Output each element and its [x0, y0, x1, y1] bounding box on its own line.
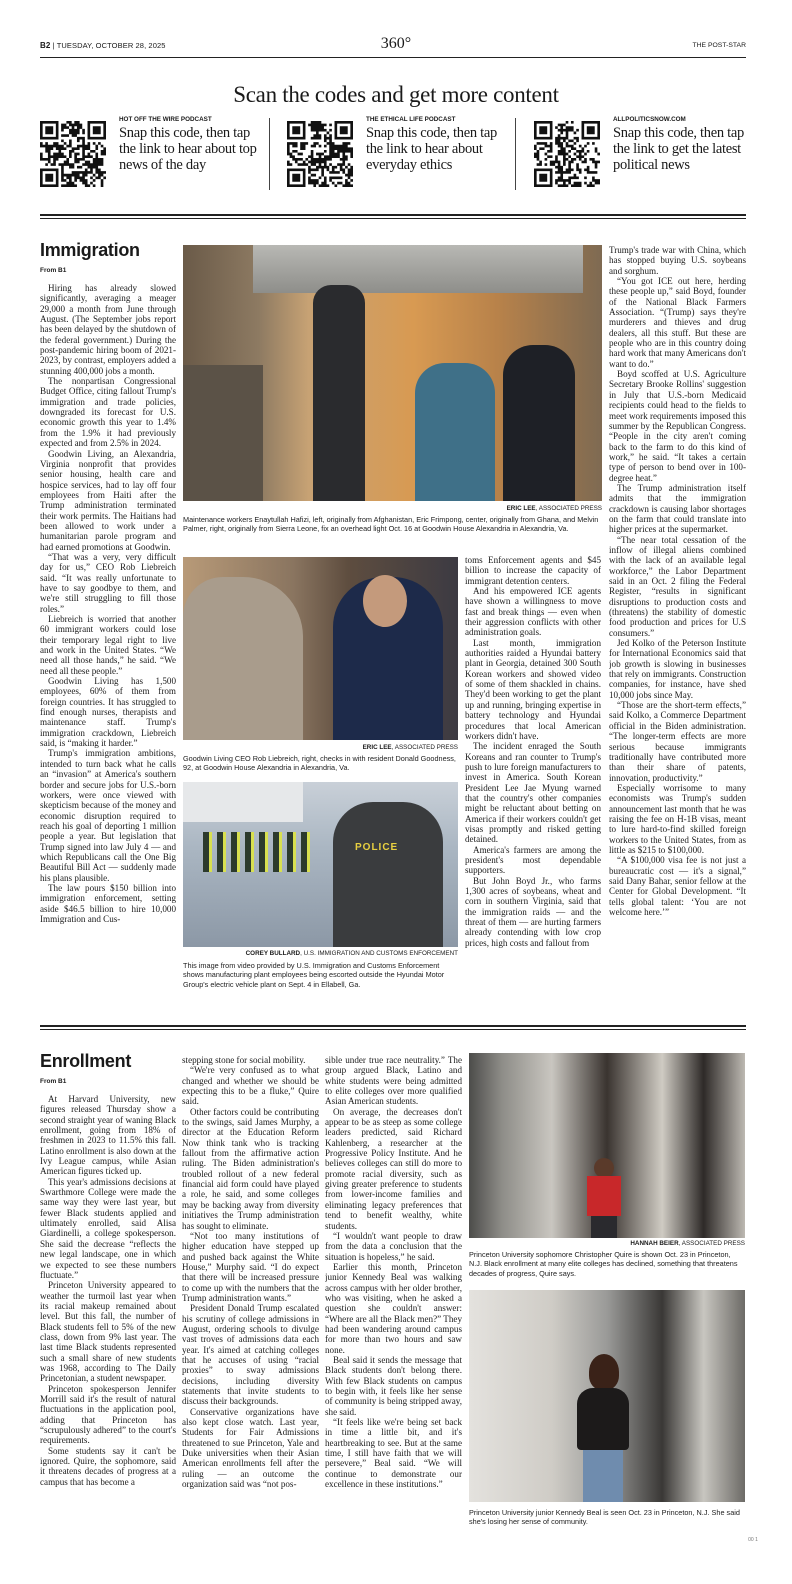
article-column: [465, 555, 601, 1005]
promo-kicker: ALLPOLITICSNOW.COM: [613, 116, 686, 123]
article-paragraph: But John Boyd Jr., who farms 1,300 acres of soybeans, wheat and corn in southern Virginia, said that the immigration raids — and the threat of them — are hurting farmers already contending with low crop prices, high costs and fallout from: [465, 875, 601, 948]
qr-pattern: [287, 121, 353, 187]
article-paragraph: “I wouldn't want people to draw from the data a conclusion that the situation is hopeless,” he said.: [325, 1230, 462, 1262]
photo-caption: Maintenance workers Enaytullah Hafizi, left, originally from Afghanistan, Eric Frimpong, center, originally from Ghana, and Melvin Palmer, right, originally from Sierra Leone, fix an overhead light Oct. 16 at Goodwin House Alexandria in Alexandria, Va.: [183, 515, 599, 534]
promo-title: Scan the codes and get more content: [233, 82, 559, 107]
article-paragraph: Princeton University appeared to weather the turmoil last year when its racial makeup remained about level. But this fall, the number of Black students fell to 5% of the new class, down from 9% last year. The last time Black students represented such a small share of new students was 1968, according to The Daily Princetonian, a student newspaper.: [40, 1280, 176, 1384]
article-paragraph: Boyd scoffed at U.S. Agriculture Secretary Brooke Rollins' suggestion in July that U.S.-born Medicaid recipients could head to the fields to meet work requirements imposed this summer by the Republican Congress. “People in the city aren't coming back to the farm to do this kind of work,” he said. “It takes a certain type of person to bend over in 100-degree heat.”: [609, 369, 746, 483]
photo-ceo-resident: [183, 557, 458, 740]
article-paragraph: “Those are the short-term effects,” said Kolko, a Commerce Department official in the Biden administration. “The longer-term effects are more serious because immigrants traditionally have contributed more than their share of patents, innovation, productivity.”: [609, 700, 746, 783]
student-head: [589, 1354, 619, 1390]
article-column: [182, 1055, 319, 1525]
article-paragraph: Goodwin Living has 1,500 employees, 60% of them from foreign countries. It has struggled to find enough nurses, therapists and maintenance staff. Trump's immigration crackdown, Liebreich said, is “making it harder.”: [40, 676, 176, 749]
article-paragraph: “The near total cessation of the inflow of illegal aliens combined with the lack of an available legal workforce,” the Labor Department said in an Oct. 2 filing the Federal Register, “results in significant disruptions to production costs and (threatens) the stability of domestic food production and prices for U.S consumers.”: [609, 534, 746, 638]
student-sweater: [577, 1388, 629, 1450]
student-red-shirt: [587, 1176, 621, 1216]
promo-item-ethics[interactable]: [287, 116, 517, 192]
photo-credit: COREY BULLARD, U.S. IMMIGRATION AND CUSTOMS ENFORCEMENT: [245, 950, 458, 957]
ceo-face: [363, 575, 407, 627]
page-number: B2: [40, 41, 51, 50]
article-paragraph: The Trump administration itself admits that the immigration crackdown is causing labor shortages on the farm that could translate into higher prices at the supermarket.: [609, 482, 746, 535]
article-paragraph: Earlier this month, Princeton junior Kennedy Beal was walking across campus with her older brother, who was visiting, when he asked a question she couldn't answer: “Where are all the Black men?” They had been wandering around campus for more than two hours and saw none.: [325, 1261, 462, 1355]
student-pants: [591, 1216, 617, 1238]
photo-credit: HANNAH BEIER, ASSOCIATED PRESS: [630, 1240, 745, 1247]
article-paragraph: “Not too many institutions of higher education have stepped up and pushed back against the White House,” Murphy said. “I do expect that there will be increased pressure to come up with the numbers that the Trump administration wants.”: [182, 1230, 319, 1303]
section-rule: [40, 214, 746, 216]
article-paragraph: The incident enraged the South Koreans and ran counter to Trump's push to lure foreign manufacturers to invest in America. South Korean President Lee Jae Myung warned that the country's other companies might be reluctant about betting on America if their workers couldn't get visas promptly and risked getting detained.: [465, 741, 601, 845]
section-rule: [40, 1029, 746, 1030]
article-paragraph: stepping stone for social mobility.: [182, 1055, 306, 1065]
immigration-headline: Immigration: [40, 240, 140, 260]
photo-credit: ERIC LEE, ASSOCIATED PRESS: [506, 505, 602, 512]
section-name: 360°: [380, 35, 412, 52]
article-paragraph: And his empowered ICE agents have shown a willingness to move fast and break things — even when their aggression conflicts with other administration goals.: [465, 586, 601, 638]
promo-item-podcast[interactable]: [40, 116, 270, 192]
photo-maintenance-workers: [183, 245, 602, 501]
photo-caption: Goodwin Living CEO Rob Liebreich, right, checks in with resident Donald Goodness, 92, at Goodwin House Alexandria in Alexandria, Va.: [183, 754, 456, 773]
article-column: [40, 1094, 176, 1514]
promo-blurb: Snap this code, then tap the link to hear about top news of the day: [119, 125, 257, 173]
article-column: [609, 245, 746, 1005]
tent: [183, 782, 303, 822]
qr-pattern: [534, 121, 600, 187]
article-paragraph: Goodwin Living, an Alexandria, Virginia nonprofit that provides senior housing, health care and hospice services, had to lay off four employees from Haiti after the Trump administration terminated their work permits. The Haitians had been allowed to work under a humanitarian parole program and had earned promotions at Goodwin.: [40, 448, 176, 552]
article-paragraph: “That was a very, very difficult day for us,” CEO Rob Liebreich said. “It was really unfortunate to have to say goodbye to them, and we're still struggling to fill those roles.”: [40, 551, 176, 614]
jump-line: From B1: [40, 1078, 67, 1085]
article-paragraph: Other factors could be contributing to the swings, said James Murphy, a director at the Education Reform Now think tank who is tracking fallout from the affirmative action ruling. The Biden administration's troubled rollout of a new federal financial aid form could have played a role, he said, and some colleges may be backing away from diversity initiatives the Trump administration has sought to eliminate.: [182, 1106, 319, 1231]
article-paragraph: Liebreich is worried that another 60 immigrant workers could lose their temporary legal right to live and work in the United States. “We need all those hands,” he said. “We need all these people.”: [40, 614, 176, 676]
article-paragraph: President Donald Trump escalated his scrutiny of college admissions in August, ordering schools to divulge vast troves of admissions data each year. It's aimed at catching colleges that he accuses of using “racial proxies” to sway admissions decisions, including diversity statements that invite students to discuss their backgrounds.: [182, 1303, 319, 1407]
article-paragraph: Trump's immigration ambitions, intended to turn back what he calls an “invasion” at America's southern border and secure jobs for U.S.-born workers, were once viewed with skepticism because of the money and economic disruption required to reach his goal of deporting 1 million people a year. But legislation that Trump signed into law July 4 — and which Republicans call the One Big Beautiful Bill Act — suddenly made his plans plausible.: [40, 748, 176, 883]
article-paragraph: Trump's trade war with China, which has stopped buying U.S. soybeans and sorghum.: [609, 245, 746, 276]
article-paragraph: Especially worrisome to many economists was Trump's sudden announcement last month that he was raising the fee on H-1B visas, meant to lure hard-to-find skilled foreign workers to the United States, from as little as $215 to $100,000.: [609, 782, 746, 855]
article-paragraph: Some students say it can't be ignored. Quire, the sophomore, said it threatens decades of progress at a campus that has become a: [40, 1445, 176, 1487]
worker-center: [415, 363, 495, 501]
article-column: [40, 283, 176, 1011]
promo-divider: [269, 118, 270, 190]
promo-kicker: HOT OFF THE WIRE PODCAST: [119, 116, 212, 123]
section-rule: [40, 1025, 746, 1027]
appliance: [183, 365, 263, 501]
range-hood: [253, 245, 583, 293]
qr-pattern: [40, 121, 106, 187]
article-paragraph: Hiring has already slowed significantly, averaging a meager 29,000 a month from June through August. (The September jobs report has been delayed by the shutdown of the federal government.) During the post-pandemic hiring boom of 2021-2023, by contrast, employers added a stunning 400,000 jobs a month.: [40, 283, 176, 376]
photo-caption: This image from video provided by U.S. Immigration and Customs Enforcement shows manufacturing plant employees being escorted outside the Hyundai Motor Group's electric vehicle plant on Sept. 4 in Ellabell, Ga.: [183, 961, 445, 989]
article-paragraph: “A $100,000 visa fee is not just a bureaucratic cost — it's a signal,” said Dany Bahar, senior fellow at the Center for Global Development. “It tells global talent: ‘You are not welcome here.’”: [609, 855, 746, 917]
qr-code-icon[interactable]: [534, 121, 600, 187]
section-rule: [40, 218, 746, 219]
article-paragraph: The nonpartisan Congressional Budget Office, citing fallout Trump's immigration and trade policies, downgraded its forecast for U.S. economic growth this year to 1.4% from the 1.9% it had previously expected and from 2.5% in 2024.: [40, 376, 176, 449]
header-rule: [40, 57, 746, 58]
promo-kicker: THE ETHICAL LIFE PODCAST: [366, 116, 456, 123]
article-column: [325, 1055, 462, 1525]
photo-ice-raid: [183, 782, 458, 947]
promo-divider: [515, 118, 516, 190]
photo-quire: [469, 1053, 745, 1238]
article-paragraph: Last month, immigration authorities raided a Hyundai battery plant in Georgia, detained 300 South Korean workers and showed video of some of them shackled in chains. They'd been working to get the plant up and running, bringing expertise in battery technology and Hyundai procedures that local American workers didn't have.: [465, 637, 601, 741]
promo-blurb: Snap this code, then tap the link to get the latest political news: [613, 125, 744, 173]
vest-label: POLICE: [355, 842, 399, 853]
qr-code-icon[interactable]: [287, 121, 353, 187]
article-paragraph: At Harvard University, new figures released Thursday show a second straight year of waning Black enrollment, going from 18% of freshmen in 2023 to 11.5% this fall. Latino enrollment is also down at the Ivy League campus, while Asian American figures ticked up.: [40, 1094, 176, 1177]
employees-line: [203, 832, 313, 872]
article-paragraph: “It feels like we're being set back in time a little bit, and it's heartbreaking to see. But at the same time, I still have faith that we will persevere,” Beal said. “We will continue to demonstrate our excellence in these institutions.”: [325, 1417, 462, 1490]
worker-left: [313, 285, 365, 501]
article-paragraph: “We're very confused as to what changed and whether we should be expecting this to be a fluke,” Quire said.: [182, 1065, 319, 1107]
article-paragraph: Princeton spokesperson Jennifer Morrill said it's the result of natural fluctuations in the application pool, adding that Princeton has “scrupulously adhered” to the court's requirements.: [40, 1383, 176, 1446]
page-folio: B2 | TUESDAY, OCTOBER 28, 2025: [40, 41, 166, 50]
article-paragraph: Conservative organizations have also kept close watch. Last year, Students for Fair Admissions threatened to sue Princeton, Yale and Duke universities when their Asian American enrollments fell after the ruling — an outcome the organization said was “not pos-: [182, 1406, 319, 1490]
page-date: TUESDAY, OCTOBER 28, 2025: [56, 41, 166, 50]
article-paragraph: This year's admissions decisions at Swarthmore College were made the same way they were last year, but fewer Black students applied and ultimately enrolled, said Alisa Giardinelli, a college spokesperson. She said the decrease “reflects the new legal landscape, one in which we expected to see these numbers fluctuate.”: [40, 1176, 176, 1280]
worker-right: [503, 345, 575, 501]
article-paragraph: toms Enforcement agents and $45 billion to increase the capacity of immigrant detention centers.: [465, 555, 601, 586]
student-head: [594, 1158, 614, 1178]
article-paragraph: On average, the decreases don't appear to be as steep as some college leaders predicted, said Richard Kahlenberg, a researcher at the Progressive Policy Institute. And he believes colleges can still do more to promote racial diversity, such as giving greater preference to students from lower-income families and eliminating legacy preferences that tend to benefit wealthy, white students.: [325, 1106, 462, 1231]
photo-beal: [469, 1290, 745, 1502]
photo-caption: Princeton University sophomore Christopher Quire is shown Oct. 23 in Princeton, N.J. Black enrollment at many elite colleges has declined, something that threatens decades of progress, Quire says.: [469, 1250, 738, 1278]
promo-blurb: Snap this code, then tap the link to hear about everyday ethics: [366, 125, 497, 173]
page-mark: 00 1: [748, 1537, 758, 1543]
jump-line: From B1: [40, 267, 67, 274]
resident-figure: [183, 577, 303, 740]
article-paragraph: America's farmers are among the president's most dependable supporters.: [465, 844, 601, 876]
article-paragraph: “You got ICE out here, herding these people up,” said Boyd, founder of the National Black Farmers Association. “(Trump) says they're murderers and thieves and drug dealers, all this stuff. But these are people who are in this country doing hard work that many Americans don't want to do.”: [609, 276, 746, 369]
agent-figure: [333, 802, 443, 947]
enrollment-headline: Enrollment: [40, 1051, 132, 1071]
photo-caption: Princeton University junior Kennedy Beal is seen Oct. 23 in Princeton, N.J. She said she's losing her sense of community.: [469, 1508, 740, 1527]
article-paragraph: The law pours $150 billion into immigration enforcement, setting aside $46.5 billion to hire 10,000 Immigration and Cus-: [40, 882, 176, 924]
paper-name: THE POST-STAR: [692, 42, 746, 49]
qr-code-icon[interactable]: [40, 121, 106, 187]
promo-item-politics[interactable]: [534, 116, 764, 192]
article-paragraph: Jed Kolko of the Peterson Institute for International Economics said that job growth is slowing in businesses that rely on immigrants. Construction companies, for instance, have shed 10,000 jobs since May.: [609, 638, 746, 700]
article-paragraph: Beal said it sends the message that Black students don't belong there. With few Black students on campus to begin with, it feels like her sense of community is being stripped away, she said.: [325, 1354, 462, 1417]
article-paragraph: sible under true race neutrality.” The group argued Black, Latino and white students were being admitted to elite colleges over more qualified Asian American students.: [325, 1055, 462, 1107]
student-jeans: [583, 1450, 623, 1502]
photo-credit: ERIC LEE, ASSOCIATED PRESS: [362, 744, 458, 751]
